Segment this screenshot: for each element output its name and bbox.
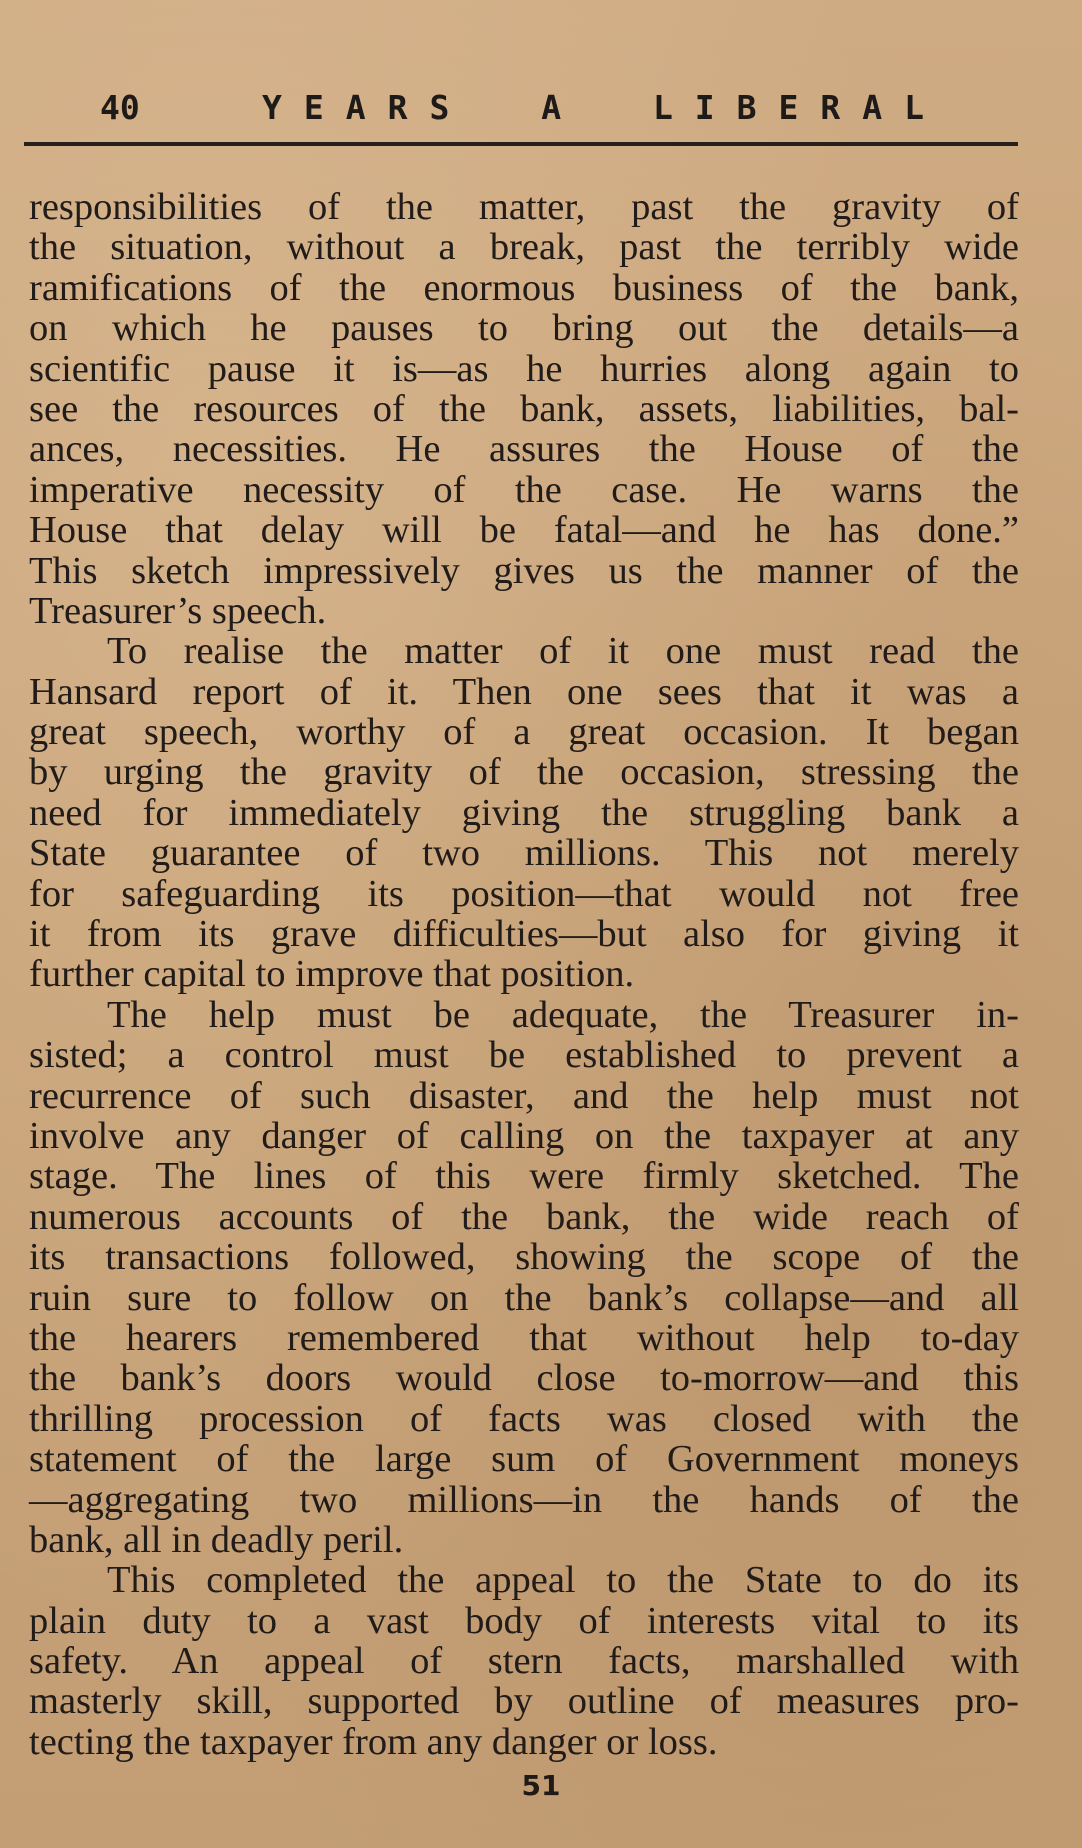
text-line: This sketch impressively gives us the manner of the <box>29 549 1019 592</box>
text-line: the hearers remembered that without help to-day <box>29 1316 1019 1359</box>
text-line: by urging the gravity of the occasion, stressing the <box>29 751 1019 794</box>
text-line: House that delay will be fatal—and he has done.” <box>29 509 1019 552</box>
header-title: YEARS A LIBERAL <box>262 88 947 127</box>
text-line: plain duty to a vast body of interests vital to its <box>29 1599 1019 1642</box>
text-line: This completed the appeal to the State to do its <box>107 1559 1019 1602</box>
text-line: —aggregating two millions—in the hands of the <box>29 1478 1019 1521</box>
text-line: stage. The lines of this were firmly sketched. The <box>29 1155 1019 1198</box>
text-line: imperative necessity of the case. He warns the <box>29 468 1019 511</box>
text-line: tecting the taxpayer from any danger or loss. <box>29 1720 718 1763</box>
text-line: ances, necessities. He assures the House of the <box>29 428 1019 471</box>
text-line: see the resources of the bank, assets, liabilities, bal- <box>29 387 1019 430</box>
text-line: safety. An appeal of stern facts, marshalled with <box>29 1640 1019 1683</box>
text-line: thrilling procession of facts was closed with the <box>29 1397 1019 1440</box>
text-line: To realise the matter of it one must read the <box>107 630 1019 673</box>
text-line: The help must be adequate, the Treasurer in- <box>107 993 1019 1036</box>
text-line: masterly skill, supported by outline of measures pro- <box>29 1680 1019 1723</box>
text-line: bank, all in deadly peril. <box>29 1518 404 1561</box>
text-line: the situation, without a break, past the terribly wide <box>29 226 1019 269</box>
text-line: it from its grave difficulties—but also for giving it <box>29 913 1019 956</box>
text-line: its transactions followed, showing the scope of the <box>29 1236 1019 1279</box>
text-line: for safeguarding its position—that would not free <box>29 872 1019 915</box>
text-line: ruin sure to follow on the bank’s collapse—and all <box>29 1276 1019 1319</box>
text-line: State guarantee of two millions. This not merely <box>29 832 1019 875</box>
text-line: involve any danger of calling on the taxpayer at any <box>29 1114 1019 1157</box>
body-text <box>29 187 1019 1762</box>
page-number: 51 <box>521 1769 561 1802</box>
header-folio: 40 <box>100 88 140 127</box>
text-line: Treasurer’s speech. <box>29 589 327 632</box>
text-line: sisted; a control must be established to prevent a <box>29 1034 1019 1077</box>
text-line: great speech, worthy of a great occasion. It began <box>29 711 1019 754</box>
text-line: on which he pauses to bring out the details—a <box>29 307 1019 350</box>
text-line: responsibilities of the matter, past the gravity of <box>29 186 1019 228</box>
header-rule <box>24 142 1018 146</box>
text-line: scientific pause it is—as he hurries along again to <box>29 347 1019 390</box>
text-line: need for immediately giving the struggling bank a <box>29 791 1019 834</box>
text-line: the bank’s doors would close to-morrow—and this <box>29 1357 1019 1400</box>
running-head <box>26 88 1016 136</box>
text-line: recurrence of such disaster, and the help must not <box>29 1074 1019 1117</box>
text-line: Hansard report of it. Then one sees that it was a <box>29 670 1019 713</box>
text-line: further capital to improve that position. <box>29 953 635 996</box>
text-line: statement of the large sum of Government moneys <box>29 1438 1019 1481</box>
text-line: ramifications of the enormous business of the bank, <box>29 266 1019 309</box>
text-line: numerous accounts of the bank, the wide reach of <box>29 1195 1019 1238</box>
